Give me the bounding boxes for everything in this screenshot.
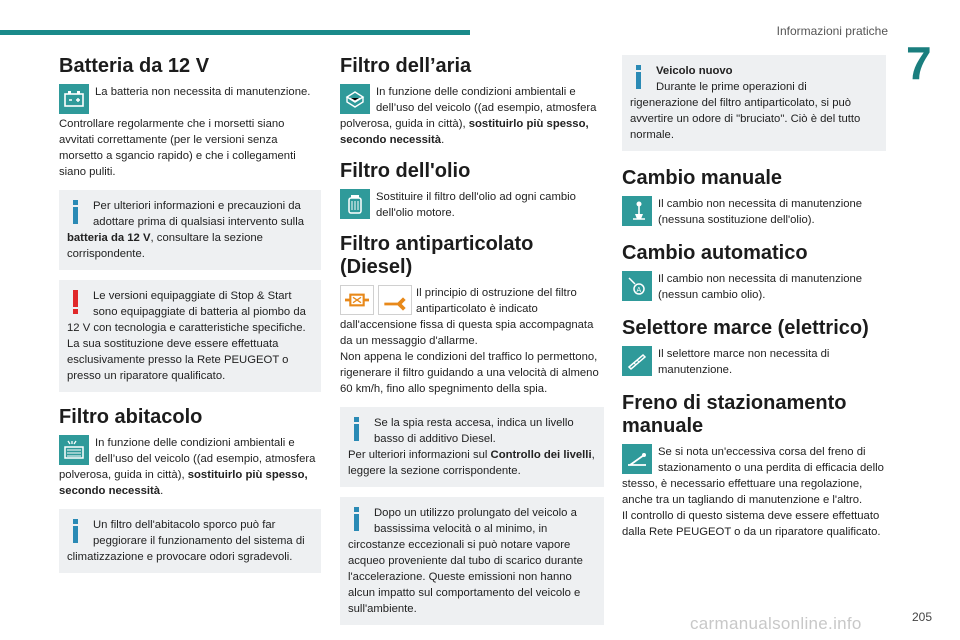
cabin-filter-heading: Filtro abitacolo (59, 406, 203, 428)
new-vehicle-info-box (622, 55, 886, 151)
air-filter-icon (340, 84, 370, 114)
dpf-text-1: Il principio di ostruzione del filtro antiparticolato è indicato dall'accensione fissa di questa spia accompagnata da un messaggio d'allarme. (340, 287, 594, 347)
battery-warning-text-2: La sua sostituzione deve essere effettuata esclusivamente presso la Rete PEUGEOT o presso un riparatore qualificato. (67, 338, 289, 382)
battery-warning-box (59, 280, 321, 392)
manual-gearbox-icon (622, 196, 652, 226)
automatic-gearbox-icon (622, 271, 652, 301)
dpf-warning-lamp-icon (340, 285, 374, 315)
dpf-info-bold: Controllo dei livelli (490, 449, 592, 461)
gear-selector-icon (622, 346, 652, 376)
service-wrench-icon (378, 285, 412, 315)
battery-text-2: Controllare regolarmente che i morsetti siano avvitati correttamente (per le versioni senza morsetto a sgancio rapido) e che i collegamenti siano puliti. (59, 118, 296, 178)
air-filter-text: In funzione delle condizioni ambientali e dell’uso del veicolo ((ad esempio, atmosfera polverosa, guida in città), (340, 86, 597, 130)
battery-warning-text-1: Le versioni equipaggiate di Stop & Start sono equipaggiate di batteria al piombo da 12 V con tecnologia e caratteristiche specifiche. (67, 290, 306, 334)
battery-icon (59, 84, 89, 114)
info-icon (69, 517, 83, 543)
cabin-filter-info-box (59, 509, 321, 573)
battery-info-box (59, 190, 321, 270)
column-3 (622, 55, 886, 540)
section-title: Informazioni pratiche (776, 24, 888, 38)
parking-brake-text-1: Se si nota un'eccessiva corsa del freno di stazionamento o una perdita di efficacia dello stesso, è necessario effettuare una regolazione, anche tra un tagliando di manutenzione e l'altro. (622, 446, 884, 506)
dpf-info-box-1 (340, 407, 604, 487)
dpf-info-text-3: Dopo un utilizzo prolungato del veicolo a bassissima velocità o al minimo, in circostanze eccezionali si può notare vapore acqueo proveniente dal tubo di scarico durante l'accelerazione. Queste emissioni non hanno alcun impatto sul comportamento del veicolo e sull'ambiente. (348, 507, 583, 615)
info-icon (632, 63, 646, 89)
page-number: 205 (911, 610, 932, 624)
info-icon (69, 198, 83, 224)
automatic-gearbox-heading: Cambio automatico (622, 242, 808, 264)
battery-info-text: Per ulteriori informazioni e precauzioni da adottare prima di qualsiasi intervento sulla (93, 200, 304, 228)
automatic-gearbox-text: Il cambio non necessita di manutenzione (nessun cambio olio). (658, 273, 863, 301)
info-icon (350, 505, 364, 531)
new-vehicle-title: Veicolo nuovo (656, 65, 733, 77)
warning-icon (69, 288, 83, 314)
battery-heading: Batteria da 12 V (59, 55, 210, 77)
dpf-text-2: Non appena le condizioni del traffico lo permettono, rigenerare il filtro guidando a una velocità di almeno 60 km/h, fino allo spegnimento della spia. (340, 351, 599, 395)
cabin-filter-info-text: Un filtro dell'abitacolo sporco può far peggiorare il funzionamento del sistema di climatizzazione e provocare odori sgradevoli. (67, 519, 305, 563)
svg-text:A: A (636, 287, 642, 294)
dpf-info-text-1: Se la spia resta accesa, indica un livello basso di additivo Diesel. (374, 417, 574, 445)
header-accent-bar (0, 30, 470, 35)
dpf-info-box-2 (340, 497, 604, 625)
info-icon (350, 415, 364, 441)
cabin-filter-icon (59, 435, 89, 465)
new-vehicle-text: Durante le prime operazioni di rigenerazione del filtro antiparticolato, si può avvertire un odore di "bruciato". Ciò è del tutto normale. (630, 81, 861, 141)
manual-gearbox-heading: Cambio manuale (622, 167, 783, 189)
gear-selector-text: Il selettore marce non necessita di manutenzione. (658, 348, 830, 376)
air-filter-text-end: . (441, 134, 445, 146)
column-1 (59, 55, 321, 583)
column-2 (340, 55, 604, 635)
oil-filter-heading: Filtro dell'olio (340, 160, 471, 182)
battery-text-1: La batteria non necessita di manutenzione. (95, 86, 311, 98)
oil-filter-icon (340, 189, 370, 219)
dpf-info-text-2: Per ulteriori informazioni sul (348, 449, 491, 461)
air-filter-bold: sostituirlo più spesso, secondo necessità (340, 118, 589, 146)
manual-gearbox-text: Il cambio non necessita di manutenzione (nessuna sostituzione dell'olio). (658, 198, 863, 226)
parking-brake-text-2: Il controllo di questo sistema deve essere effettuato dalla Rete PEUGEOT o da un riparatore qualificato. (622, 510, 881, 538)
oil-filter-text: Sostituire il filtro dell'olio ad ogni cambio dell'olio motore. (376, 191, 576, 219)
parking-brake-heading: Freno di stazionamento manuale (622, 392, 847, 437)
parking-brake-icon (622, 444, 652, 474)
battery-info-text-end: , consultare la sezione corrispondente. (67, 232, 263, 260)
cabin-filter-text: In funzione delle condizioni ambientali e dell’uso del veicolo ((ad esempio, atmosfera polverosa, guida in città), (59, 437, 316, 481)
air-filter-heading: Filtro dell’aria (340, 55, 472, 77)
gear-selector-heading: Selettore marce (elettrico) (622, 317, 869, 339)
chapter-number: 7 (906, 37, 932, 89)
watermark: carmanualsonline.info (690, 614, 862, 633)
dpf-info-text-end: , leggere la sezione corrispondente. (348, 449, 595, 477)
cabin-filter-bold: sostituirlo più spesso, secondo necessità (59, 469, 308, 497)
dpf-heading: Filtro antiparticolato (Diesel) (340, 233, 534, 278)
cabin-filter-text-end: . (160, 485, 164, 497)
battery-info-bold: batteria da 12 V (67, 232, 151, 244)
